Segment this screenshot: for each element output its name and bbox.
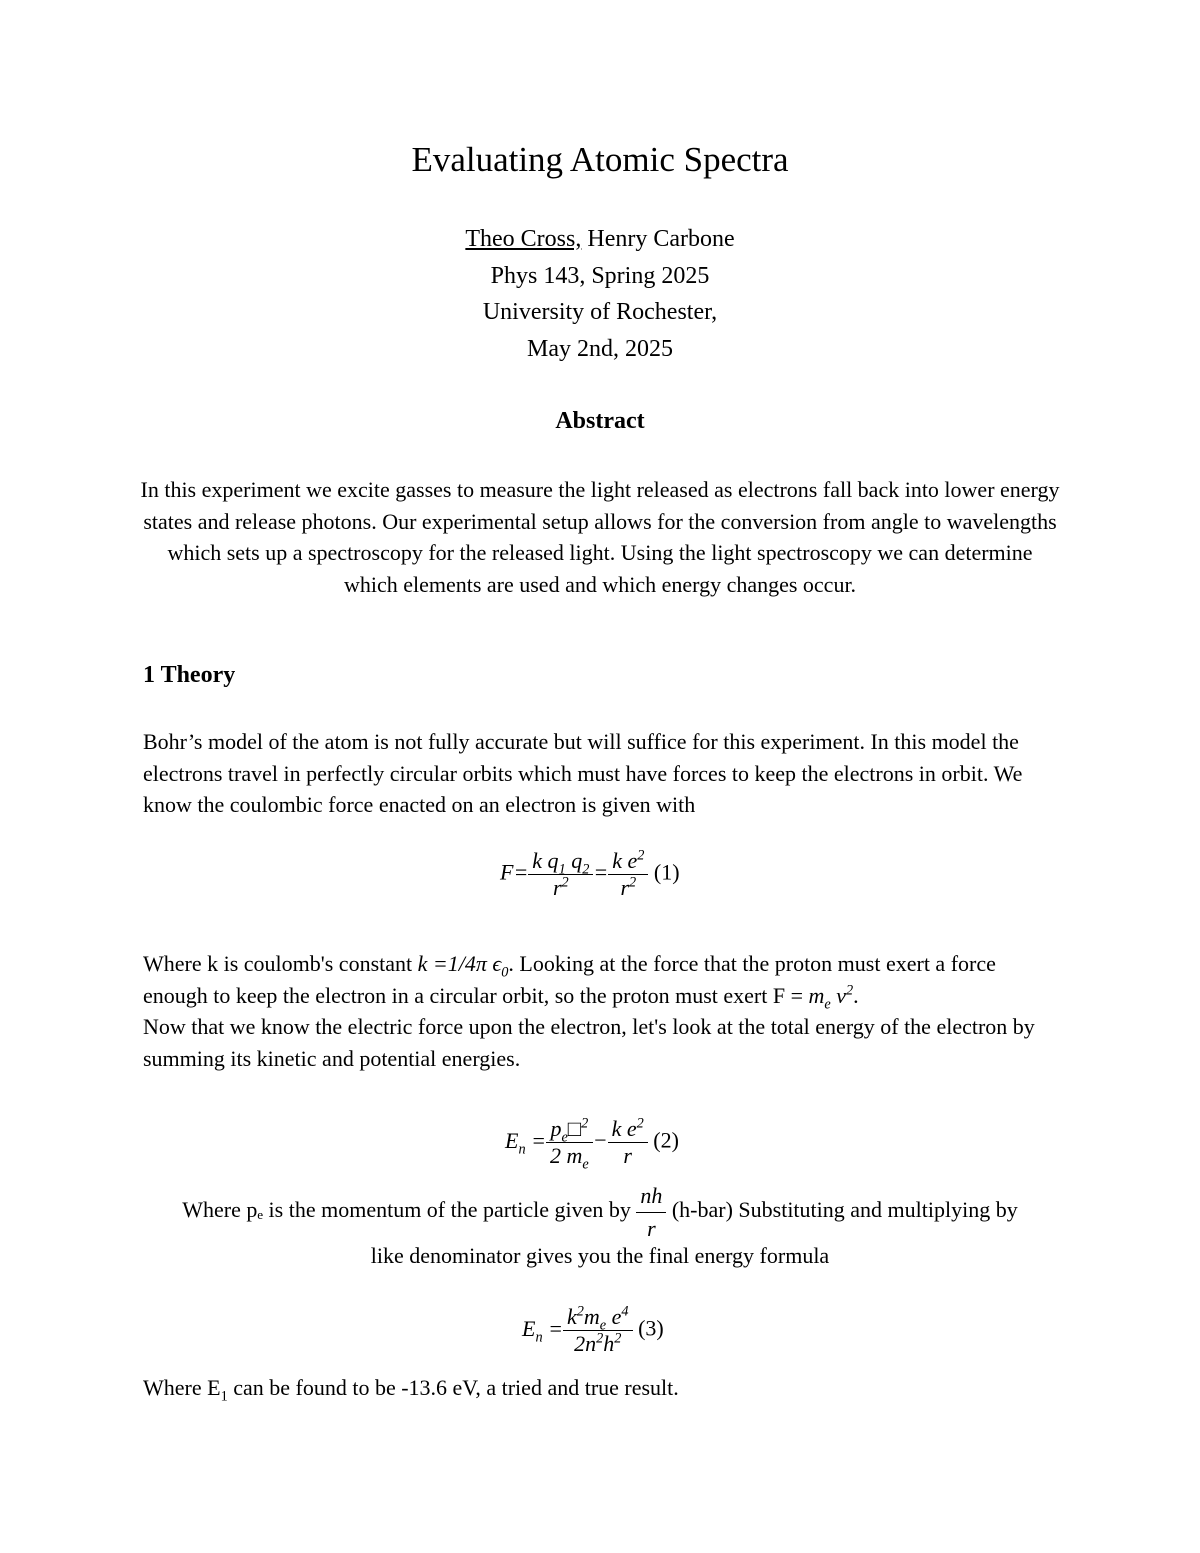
equation-2-number: (2) [653, 1127, 679, 1153]
para2-text-c: Now that we know the electric force upon the electron, let's look at the total energy of the electron by summing its kinetic and potential energies. [143, 1014, 1035, 1071]
para3-text-c: like denominator gives you the final energy formula [370, 1243, 830, 1268]
theory-paragraph-3 [140, 1180, 1060, 1244]
author-primary: Theo Cross, [465, 226, 582, 252]
para3-text-b: (h-bar) Substituting and multiplying by [666, 1197, 1018, 1223]
para4-text-b: can be found to be -13.6 eV, a tried and true result. [227, 1375, 679, 1400]
coulomb-constant-formula: k =1/4π $\epsilon_0$ [417, 951, 509, 981]
para3-text-a: Where pₑ is the momentum of the particle given by [182, 1197, 637, 1223]
theory-paragraph-1: Bohr’s model of the atom is not fully accurate but will suffice for this experiment. In this model the electrons travel in perfectly circular orbits which must have forces to keep the electrons in orbit. We know the coulombic force enacted on an electron is given with [143, 729, 1023, 817]
equation-3: $E_n$ = $\frac{k^2m_e e^4}{2n^2h^2}$ (3) [522, 1303, 664, 1356]
equation-1-number: (1) [653, 859, 680, 885]
document-title: Evaluating Atomic Spectra [411, 140, 789, 179]
course-line: Phys 143, Spring 2025 [490, 263, 710, 289]
equation-1: F= $\frac{k q_1 q_2}{r^2}$ = $\frac{k e^2}{r^2}$ (1) [500, 847, 680, 900]
para4-subscript: 1 [220, 1388, 228, 1405]
institution-line: University of Rochester, [482, 299, 718, 325]
para4-text-a: Where E [143, 1375, 221, 1400]
equation-2: $E_n$ = $\frac{p_e□^2}{2 m_e}$ − $\frac{k e^2}{r}$ (2) [505, 1115, 679, 1173]
author-line [0, 226, 1200, 253]
momentum-fraction: $\frac{nh}{r}$ [636, 1180, 666, 1244]
author-secondary: Henry Carbone [581, 226, 735, 252]
force-formula: $m_e$ $v^2$ [808, 982, 854, 1012]
section-heading-theory: 1 Theory [143, 662, 236, 688]
equation-3-number: (3) [638, 1315, 664, 1341]
abstract-text: In this experiment we excite gasses to measure the light released as electrons fall back into lower energy states and release photons. Our experimental setup allows for the conversion from angle to wavelengths which sets up a spectroscopy for the released light. Using the light spectroscopy we can determine which elements are used and which energy changes occur. [140, 477, 1060, 597]
theory-paragraph-4 [143, 1372, 1063, 1404]
para2-text-b: . Looking at the force that the proton must exert a force enough to keep the electron in a circular orbit, so the proton must exert F = [143, 951, 996, 1008]
theory-paragraph-2: Where k is coulomb's constant k =1/4π $\epsilon_0$. Looking at the force that the proton must exert a force enough to keep the electron in a circular orbit, so the proton must exert $F = m_e$ $v^2$. Now that we know the electric force upon the electron, let's look at the total energy of the electron by summing its kinetic and potential energies. [143, 951, 1035, 1071]
abstract-heading: Abstract [555, 408, 645, 434]
para2-text-a: Where k is coulomb's constant [143, 951, 418, 976]
date-line: May 2nd, 2025 [527, 336, 673, 362]
